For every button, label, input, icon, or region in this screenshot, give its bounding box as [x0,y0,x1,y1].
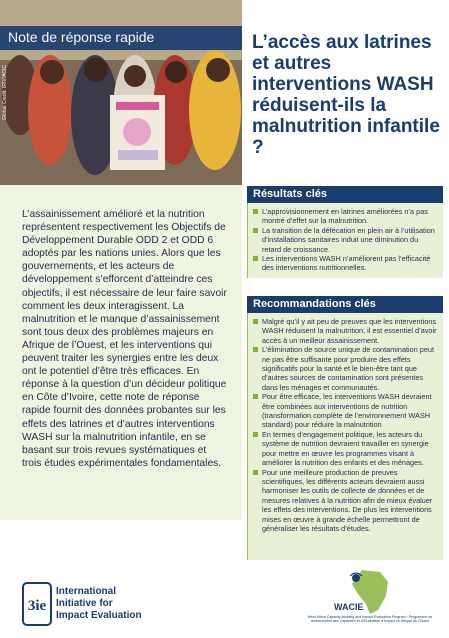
page-title: L’accès aux latrines et autres interventions WASH réduisent-ils la malnutrition infantile ? [252,32,440,158]
list-item: L’approvisionnement en latrines améliorées n’a pas montré d’effet sur la malnutrition. [252,207,439,226]
3ie-logo-icon [22,582,52,626]
list-item: Les interventions WASH n’améliorent pas l’efficacité des interventions nutritionnelles. [252,254,439,273]
wacie-name: WACIE [334,602,364,612]
list-item: Pour être efficace, les interventions WASH devraient être combinées aux interventions de nutrition (transformation complète de l’environnement WASH standard) pour réduire la malnutrition [252,392,439,430]
photo-credit: Global Credit: IRIV/ACIC [2,64,8,120]
ribbon [0,26,242,50]
results-list [252,207,439,273]
3ie-logo-mark: 3ie [27,598,47,614]
list-item: L’élimination de source unique de contamination peut ne pas être suffisante pour produire des effets significatifs pour la santé et le bien-être tant que d’autres sources de contamination sont présentes dans les ménages et communautés. [252,345,439,392]
list-item: La transition de la défécation en plein air à l’utilisation d’installations sanitaires induit une diminution du retard de croissance. [252,226,439,254]
list-item: Malgré qu’il y ait peu de preuves que les interventions WASH réduisent la malnutrition, il est essentiel d’avoir accès à un meilleur assainissement. [252,317,439,345]
results-heading: Résultats clés [247,186,443,203]
list-item: En termes d’engagement politique, les acteurs du système de nutrition devraient travailler en synergie pour mettre en œuvre les programmes visant à améliorer la nutrition des enfants et des ménages. [252,430,439,468]
ribbon-label: Note de réponse rapide [8,29,155,45]
results-box [247,203,443,278]
ie-org-name: International Initiative for Impact Evaluation [56,586,142,621]
recommendations-list [252,317,439,533]
recommendations-heading: Recommandations clés [247,296,443,313]
wacie-subtitle: West Africa Capacity-building and Impact Evaluation Program / Programme de renforcement des Capacités et d’Evaluation d’Impact en Afrique de l’Ouest [307,615,433,624]
recommendations-box [247,313,443,560]
list-item: Pour une meilleure production de preuves scientifiques, les différents acteurs devraient aussi harmoniser les outils de collecte de données et de mesures relatives à la nutrition afin de mieux évaluer les effets des interventions. De plus les interventions mises en œuvre à grande échelle permettront de généraliser les résultats d’études. [252,468,439,534]
intro-paragraph: L’assainissement amélioré et la nutrition représentent respectivement les Objectifs de Développement Durable ODD 2 et ODD 6 adoptés par les nations unies. Alors que les gouvernements, et les acteurs de développement s’efforcent d’atteindre ces objectifs, il est nécessaire de leur faire savoir comment les deux interagissent. La malnutrition et le manque d’assainissement sont tous deux des problèmes majeurs en Afrique de l’Ouest, et les interventions qui peuvent traiter les synergies entre les deux ont le potentiel d’être très efficaces. En réponse à la question d’un décideur politique en Côte d’Ivoire, cette note de réponse rapide fournit des données probantes sur les effets des latrines et d’autres interventions WASH sur la malnutrition infantile, en se basant sur trois revues systématiques et trois études expérimentales fondamentales. [22,209,227,469]
cover-photo [0,0,242,185]
